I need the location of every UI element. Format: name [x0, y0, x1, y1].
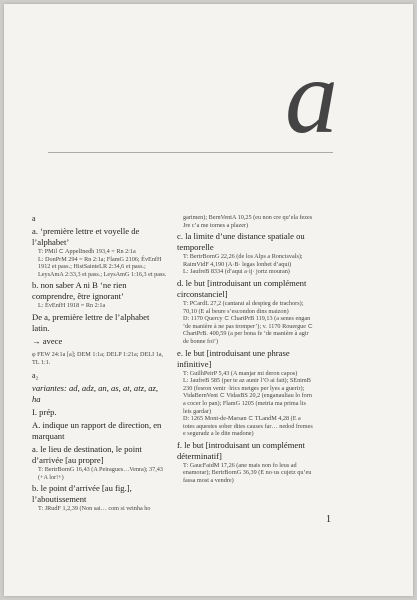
- headword-2: a₂: [32, 371, 39, 381]
- cross-reference: → avece: [32, 335, 63, 346]
- sense-A-a: a. le lieu de destination, le point d’arrivée [au propre]: [32, 444, 142, 466]
- sense-b: b. non saber A ni B ‘ne rien comprendre, être ignorant’: [32, 280, 127, 302]
- sense-f-texts: T: GaucFaidM 17,26 (ane mais non fo leus ad enamorar); BertrBornG 36,39 (E no·us cujetz qu’eu fassa most a vendre): [183, 461, 312, 485]
- sense-b-literature: L: ÉvEnfH 1918 = Rn 2:1a: [38, 302, 106, 310]
- header-rule: [48, 152, 333, 153]
- left-column: [32, 214, 168, 513]
- sense-A-b-texts: T: JRudF 1,2,39 (Non sai… com si veinha ho: [38, 505, 151, 513]
- page-number: 1: [326, 514, 331, 525]
- sense-a-texts: T: PMil ⊂ AppelInedh 193,4 = Rn 2:1a: [38, 248, 136, 255]
- etymology: De a, première lettre de l’alphabet latin.: [32, 311, 150, 333]
- sense-e: e. le but [introduisant une phrase infinitive]: [177, 347, 290, 369]
- sense-a-literature: L: DonPrM 294 = Rn 2:1a; FlamG 2106; ÉvEnfH 1912 et pass.; HistSainteLR 2:34,6 et pass.; LeysAmA 2:33,3 et pass.; LeysAmG 1:16,3 et pass.: [38, 255, 167, 278]
- variants: variantes: ad, adz, an, as, at, atz, az, ha: [32, 383, 159, 405]
- sense-e-literature: L: JaufreB 585 (per te az aunir l’O ai fait); SEnimB 230 (fesron venir ·lrics metges per lyes a guerir); VidaBernVent ⊂ VidasBS 20,2 (enganauliau lo forn a cocer lo pan); FlamG 1205 (metria ma prima lis leis gardar): [183, 377, 312, 415]
- sense-c-texts: T: BertrBornG 22,26 (de los Alps a Roncisvals); RaimVidF 4,190 (A·B· legas lonhet d’aqui): [183, 253, 303, 268]
- sense-d-documents: D: 1170 Quercy ⊂ ChartPrB 119,13 (a senes engan ‘de manière à ne pas tromper’); v. 1170 Rouergue ⊂ ChartPrB. 400,59 (a per bona fe ‘de manière à agir de bonne foi’): [183, 315, 313, 345]
- bibliography: φ FEW 24:1a [a]; DEM 1:1a; DELP 1:21a; DELI 1a, TL 1:1.: [32, 350, 164, 366]
- sense-d-texts: T: PCardL 27,2 (cantarai al despieg de trachors); 70,10 (E al beure s’escondon dins maizon): [183, 299, 304, 315]
- sense-A-a-texts: T: BertrBornG 16,43 (A Peiragues…Venra); 37,43 (+A lor!+): [38, 466, 163, 481]
- headword: a: [32, 214, 36, 223]
- sense-c: c. la limite d’une distance spatiale ou temporelle: [177, 231, 305, 253]
- sense-e-documents: D: 1265 Mont-de-Marsan ⊂ TLandM 4,28 (E a totes aquestes sober dites causes far… nedod fremes e seguradz a le dite madone): [183, 415, 313, 438]
- sense-f: f. le but [introduisant un complément déterminatif]: [177, 439, 305, 461]
- sense-a: a. ‘première lettre et voyelle de l’alphabet’: [32, 226, 140, 247]
- right-column: [177, 214, 313, 485]
- section-letter: a: [285, 38, 338, 155]
- continuation: garimen); BernVentA 10,25 (eu non cre qu’ela fezes Jre c’a me tornes a plazer): [183, 214, 313, 229]
- sense-e-texts: T: GuilhPeirP 5,43 (A manjar mi deron capos): [183, 369, 298, 377]
- dictionary-page: [4, 4, 413, 596]
- sense-c-literature: L: JaufreB 8334 (d’aqui a·ij· jortz mouran): [183, 268, 290, 276]
- sense-d: d. le but [introduisant un complément circonstanciel]: [177, 277, 307, 299]
- sense-A-b: b. le point d’arrivée [au fig.], l’aboutissement: [32, 483, 132, 505]
- part-of-speech: I. prép.: [32, 407, 57, 418]
- sense-A: A. indique un rapport de direction, en marquant: [32, 420, 162, 442]
